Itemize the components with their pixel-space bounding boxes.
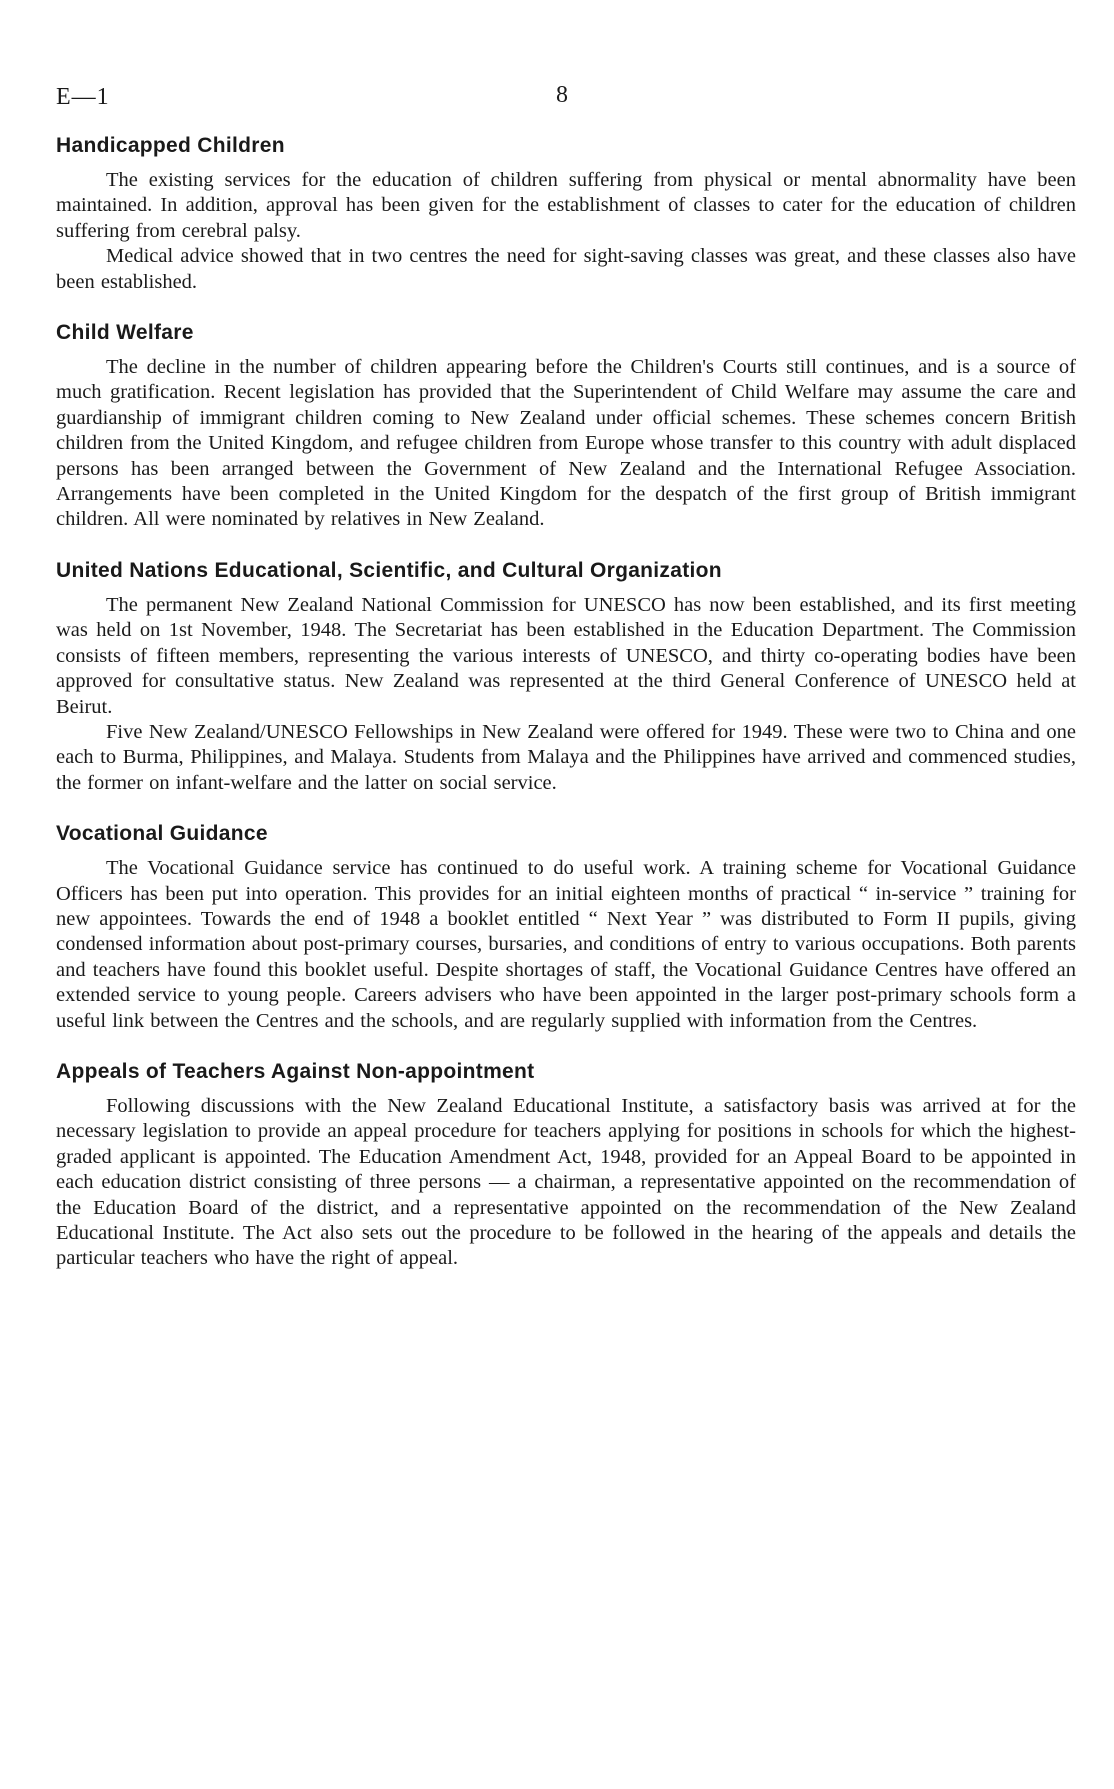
section-handicapped-children xyxy=(56,134,1076,295)
section-unesco xyxy=(56,559,1076,796)
document-page xyxy=(56,70,1076,1298)
paragraph: Five New Zealand/UNESCO Fellowships in New Zealand were offered for 1949. These were two to China and one each to Burma, Philippines, and Malaya. Students from Malaya and the Philippines have arrived and commenced studies, the former on infant-welfare and the latter on social service. xyxy=(56,720,1076,794)
section-vocational-guidance xyxy=(56,822,1076,1034)
page-number: 8 xyxy=(556,82,568,108)
section-heading: Child Welfare xyxy=(56,321,194,345)
section-heading: United Nations Educational, Scientific, and Cultural Organization xyxy=(56,558,722,582)
section-teacher-appeals xyxy=(56,1060,1076,1272)
section-child-welfare xyxy=(56,321,1076,533)
paragraph: The Vocational Guidance service has continued to do useful work. A training scheme for Vocational Guidance Officers has been put into operation. This provides for an initial eighteen months of practical “ in-service ” training for new appointees. Towards the end of 1948 a booklet entitled “ Next Year ” was distributed to Form II pupils, giving condensed information about post-primary courses, bursaries, and conditions of entry to various occupations. Both parents and teachers have found this booklet useful. Despite shortages of staff, the Vocational Guidance Centres have offered an extended service to young people. Careers advisers who have been appointed in the larger post-primary schools form a useful link between the Centres and the schools, and are regularly supplied with information from the Centres. xyxy=(56,857,1076,1032)
section-heading: Appeals of Teachers Against Non-appointment xyxy=(56,1059,535,1083)
document-reference: E—1 xyxy=(56,84,110,110)
section-heading: Handicapped Children xyxy=(56,134,285,157)
paragraph: The existing services for the education of children suffering from physical or mental abnormality have been maintained. In addition, approval has been given for the establishment of classes to cater for the education of children suffering from cerebral palsy. xyxy=(56,169,1076,242)
section-heading: Vocational Guidance xyxy=(56,822,268,846)
page-header xyxy=(56,70,1076,120)
paragraph: Medical advice showed that in two centres the need for sight-saving classes was great, and these classes also have been established. xyxy=(56,245,1076,293)
paragraph: The decline in the number of children appearing before the Children's Courts still continues, and is a source of much gratification. Recent legislation has provided that the Superintendent of Child Welfare may assume the care and guardianship of immigrant children coming to New Zealand under official schemes. These schemes concern British children from the United Kingdom, and refugee children from Europe whose transfer to this country with adult displaced persons has been arranged between the Government of New Zealand and the International Refugee Association. Arrangements have been completed in the United Kingdom for the despatch of the first group of British immigrant children. All were nominated by relatives in New Zealand. xyxy=(56,356,1076,531)
paragraph: Following discussions with the New Zealand Educational Institute, a satisfactory basis was arrived at for the necessary legislation to provide an appeal procedure for teachers applying for positions in schools for which the highest-graded applicant is appointed. The Education Amendment Act, 1948, provided for an Appeal Board to be appointed in each education district consisting of three persons — a chairman, a representative appointed on the recommendation of the Education Board of the district, and a representative appointed on the recommendation of the New Zealand Educational Institute. The Act also sets out the procedure to be followed in the hearing of the appeals and details the particular teachers who have the right of appeal. xyxy=(56,1094,1076,1270)
paragraph: The permanent New Zealand National Commission for UNESCO has now been established, and its first meeting was held on 1st November, 1948. The Secretariat has been established in the Education Department. The Commission consists of fifteen members, representing the various interests of UNESCO, and thirty co-operating bodies have been approved for consultative status. New Zealand was represented at the third General Conference of UNESCO held at Beirut. xyxy=(56,593,1076,718)
